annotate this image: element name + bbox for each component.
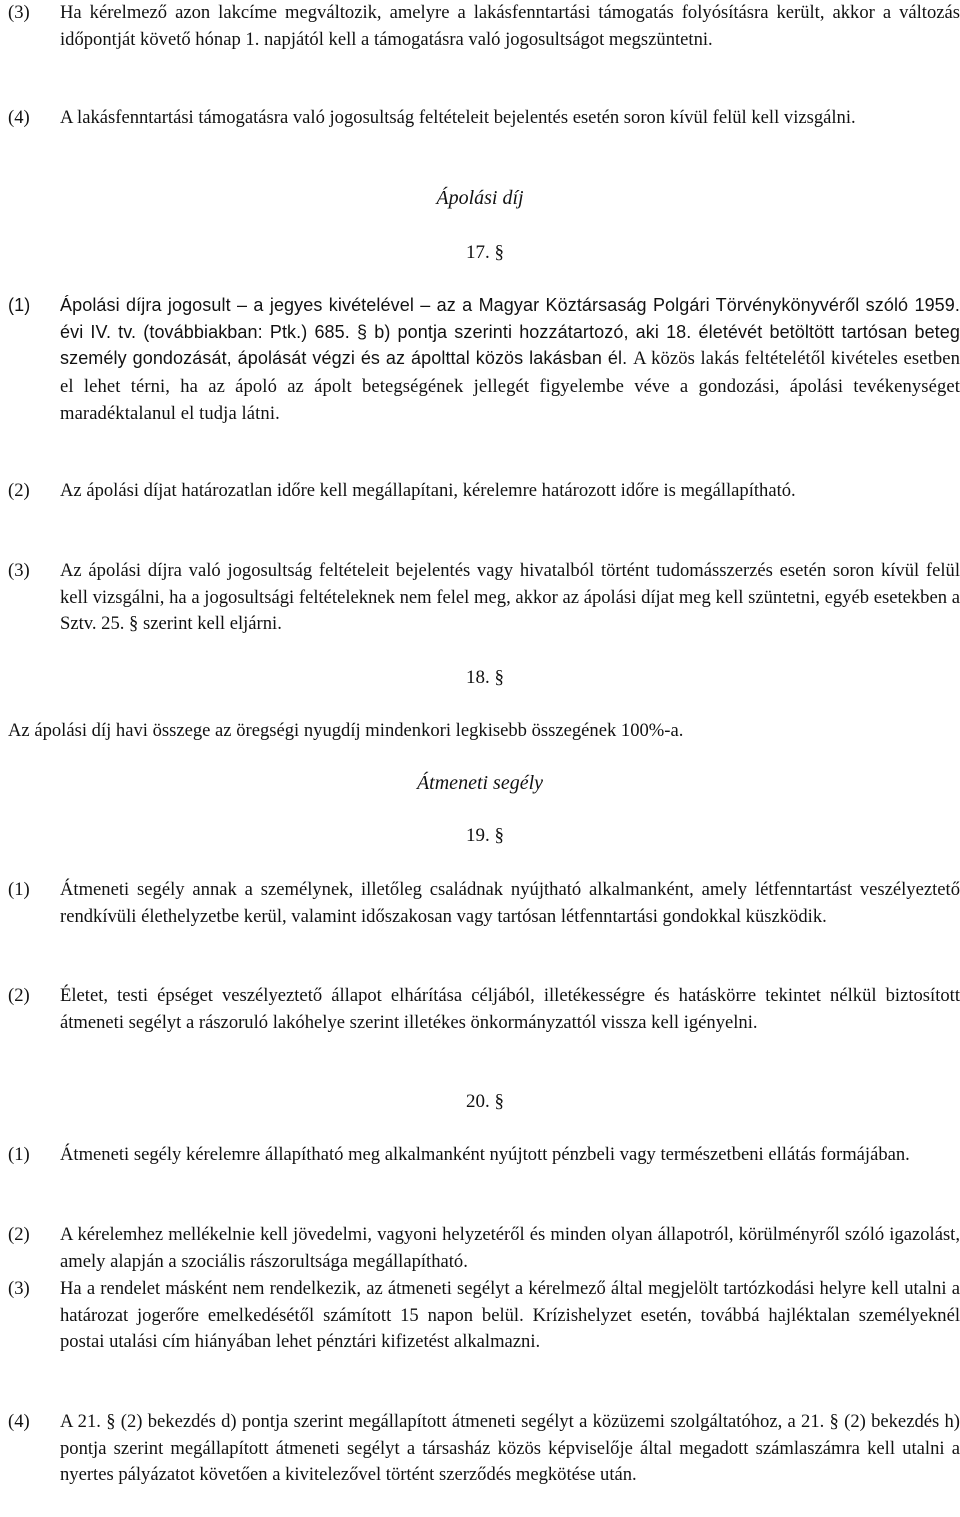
- section-number-20: 20. §: [466, 1091, 504, 1112]
- paragraph-number: (3): [8, 1278, 30, 1299]
- section-heading-atmeneti-segely: Átmeneti segély: [416, 772, 544, 794]
- paragraph-text: A lakásfenntartási támogatásra való jogosultság feltételeit bejelentés esetén soron kívül felül kell vizsgálni.: [60, 107, 856, 128]
- paragraph-text: Átmeneti segély annak a személynek, illetőleg családnak nyújtható alkalmanként, amely létfenntartást veszélyeztető rendkívüli élethelyzetbe kerül, valamint időszakosan vagy tartósan létfenntartási gondokkal küszködik.: [60, 879, 960, 927]
- paragraph-number: (3): [8, 560, 30, 581]
- paragraph-number: (3): [8, 2, 30, 23]
- paragraph-18: Az ápolási díj havi összege az öregségi nyugdíj mindenkori legkisebb összegének 100%-a.: [8, 720, 684, 741]
- paragraph-number: (1): [8, 879, 30, 900]
- paragraph-text: A kérelemhez mellékelnie kell jövedelmi, vagyoni helyzetéről és minden olyan állapotról, körülményről szóló igazolást, amely alapján a szociális rászorultsága megállapítható.: [60, 1224, 960, 1272]
- paragraph-number: (1): [8, 295, 31, 315]
- section-number-17: 17. §: [466, 242, 504, 263]
- paragraph-number: (4): [8, 1411, 30, 1432]
- paragraph-text: Életet, testi épséget veszélyeztető állapot elhárítása céljából, illetékességre és hatáskörre tekintet nélkül biztosított átmeneti segélyt a rászoruló lakóhelye szerint illetékes önkormányzattól vissza kell igényelni.: [60, 985, 960, 1033]
- paragraph-text: Ha a rendelet másként nem rendelkezik, az átmeneti segélyt a kérelmező által megjelölt tartózkodási helyre kell utalni a határozat jogerőre emelkedésétől számított 15 napon belül. Krízishelyzet esetén, továbbá hajléktalan személyeknél postai utalási cím hiányában lehet pénztári kifizetést alkalmazni.: [60, 1278, 960, 1353]
- section-heading-apolasi-dij: Ápolási díj: [436, 187, 524, 209]
- paragraph-number: (1): [8, 1144, 30, 1165]
- paragraph-number: (4): [8, 107, 30, 128]
- paragraph-number: (2): [8, 985, 30, 1006]
- paragraph-number: (2): [8, 1224, 30, 1245]
- paragraph-text-part-a: Ápolási díjra jogosult – a jegyes kivételével – az a Magyar Köztársaság Polgári Törvénykönyvéről szóló 1959. évi IV. tv. (továbbiakban: Ptk.) 685. § b) pontja szerinti hozzátartozó, aki 18. életévét betöltött tartósan beteg személy gondozását, ápolását végzi és az ápolttal közös lakásban él.: [60, 295, 960, 369]
- section-number-18: 18. §: [466, 667, 504, 688]
- paragraph-text: A 21. § (2) bekezdés d) pontja szerint megállapított átmeneti segélyt a közüzemi szolgáltatóhoz, a 21. § (2) bekezdés h) pontja szerint megállapított átmeneti segélyt a társasház közös képviselője által megadott számlaszámra kell utalni a nyertes pályázatot követően a kivitelezővel történt szerződés megkötése után.: [60, 1411, 960, 1486]
- paragraph-text: Átmeneti segély kérelemre állapítható meg alkalmanként nyújtott pénzbeli vagy természetbeni ellátás formájában.: [60, 1144, 910, 1165]
- paragraph-text-part-b: A közös lakás feltételétől kivételes esetben el lehet térni, ha az ápoló az ápolt betegségének jellegét figyelembe véve a gondozási, ápolási tevékenységet maradéktalanul el tudja látni.: [60, 348, 960, 425]
- paragraph-text: Az ápolási díjra való jogosultság feltételeit bejelentés vagy hivatalból történt tudomásszerzés esetén soron kívül felül kell vizsgálni, ha a jogosultsági feltételeknek nem felel meg, akkor az ápolási díjat meg kell szüntetni, egyéb esetekben a Sztv. 25. § szerint kell eljárni.: [60, 560, 960, 635]
- paragraph-number: (2): [8, 480, 30, 501]
- paragraph-text: Az ápolási díjat határozatlan időre kell megállapítani, kérelemre határozott időre is megállapítható.: [60, 480, 796, 501]
- section-number-19: 19. §: [466, 825, 504, 846]
- paragraph-text: [60, 292, 960, 428]
- paragraph-text: Ha kérelmező azon lakcíme megváltozik, amelyre a lakásfenntartási támogatás folyósításra került, akkor a változás időpontját követő hónap 1. napjától kell a támogatásra való jogosultságot megszüntetni.: [60, 2, 960, 50]
